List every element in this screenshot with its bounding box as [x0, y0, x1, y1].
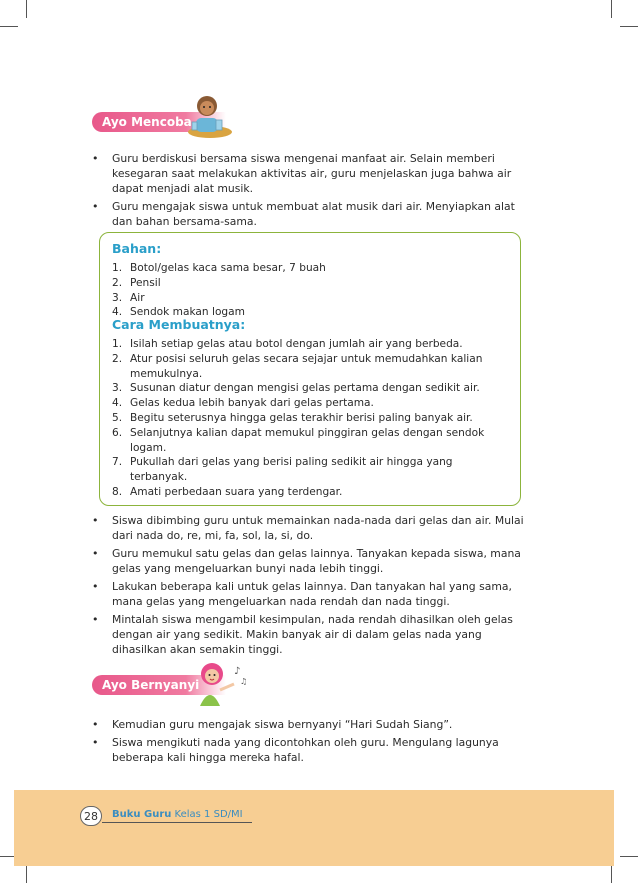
list-item: • Guru memukul satu gelas dan gelas lainnya. Tanyakan kepada siswa, mana gelas yang mengeluarkan bunyi nada lebih tinggi.: [88, 546, 533, 576]
list-item: 8. Amati perbedaan suara yang terdengar.: [112, 485, 343, 498]
list-item: 4. Sendok makan logam: [112, 306, 245, 319]
list-item: • Lakukan beberapa kali untuk gelas lainnya. Dan tanyakan hal yang sama, mana gelas yang mengeluarkan nada rendah dan nada tinggi.: [88, 579, 533, 609]
list-item: • Guru berdiskusi bersama siswa mengenai manfaat air. Selain memberi kesegaran saat melakukan aktivitas air, guru menjelaskan juga bahwa air dapat menjadi alat musik.: [88, 151, 533, 197]
list-item: • Siswa dibimbing guru untuk memainkan nada-nada dari gelas dan air. Mulai dari nada do, re, mi, fa, sol, la, si, do.: [88, 513, 533, 543]
list-item: 3. Susunan diatur dengan mengisi gelas pertama dengan sedikit air.: [112, 382, 480, 395]
list-item: • Kemudian guru mengajak siswa bernyanyi “Hari Sudah Siang”.: [88, 717, 533, 732]
section-title-ayo-mencoba: Ayo Mencoba: [92, 112, 226, 132]
list-item: • Siswa mengikuti nada yang dicontohkan oleh guru. Mengulang lagunya beberapa kali hingga mereka hafal.: [88, 735, 533, 765]
list-item: 2. Atur posisi seluruh gelas secara sejajar untuk memudahkan kalian memukulnya.: [112, 352, 483, 380]
crop-mark: [26, 0, 27, 18]
list-item: • Mintalah siswa mengambil kesimpulan, nada rendah dihasilkan oleh gelas dengan air yang sedikit. Makin banyak air di dalam gelas nada yang dihasilkan akan semakin tinggi.: [88, 612, 533, 658]
book-title: Buku Guru Kelas 1 SD/MI: [102, 808, 252, 823]
girl-singing-illustration: [190, 656, 248, 708]
list-item: • Guru mengajak siswa untuk membuat alat musik dari air. Menyiapkan alat dan bahan bersama-sama.: [88, 199, 533, 229]
list-item: 1. Isilah setiap gelas atau botol dengan jumlah air yang berbeda.: [112, 338, 463, 350]
crop-mark: [611, 865, 612, 883]
list-item: 5. Begitu seterusnya hingga gelas terakhir berisi paling banyak air.: [112, 411, 473, 424]
list-item: 6. Selanjutnya kalian dapat memukul pinggiran gelas dengan sendok logam.: [112, 426, 485, 454]
crop-mark: [26, 865, 27, 883]
crop-mark: [611, 0, 612, 18]
page-number: 28: [80, 806, 102, 826]
list-item: 2. Pensil: [112, 276, 161, 289]
list-item: 1. Botol/gelas kaca sama besar, 7 buah: [112, 262, 326, 274]
crop-mark: [620, 856, 638, 857]
crop-mark: [620, 26, 638, 27]
list-item: 7. Pukullah dari gelas yang berisi paling sedikit air hingga yang terbanyak.: [112, 456, 453, 484]
bahan-heading: Bahan:: [112, 241, 162, 256]
list-item: 4. Gelas kedua lebih banyak dari gelas pertama.: [112, 397, 374, 410]
cara-membuat-heading: Cara Membuatnya:: [112, 317, 246, 332]
after-box-bullet-list: [88, 513, 533, 660]
crop-mark: [0, 26, 18, 27]
section-title-ayo-bernyanyi: Ayo Bernyanyi: [92, 675, 226, 695]
footer-band: [14, 790, 614, 866]
cara-membuat-list: [112, 337, 507, 500]
svg-text:♫: ♫: [240, 677, 248, 686]
materials-steps-box: [99, 232, 521, 506]
mencoba-bullet-list: [88, 151, 533, 232]
bahan-list: [112, 261, 507, 320]
svg-text:♪: ♪: [234, 666, 241, 677]
list-item: 3. Air: [112, 291, 145, 304]
boy-experiment-illustration: [182, 90, 234, 142]
bernyanyi-bullet-list: [88, 717, 533, 768]
